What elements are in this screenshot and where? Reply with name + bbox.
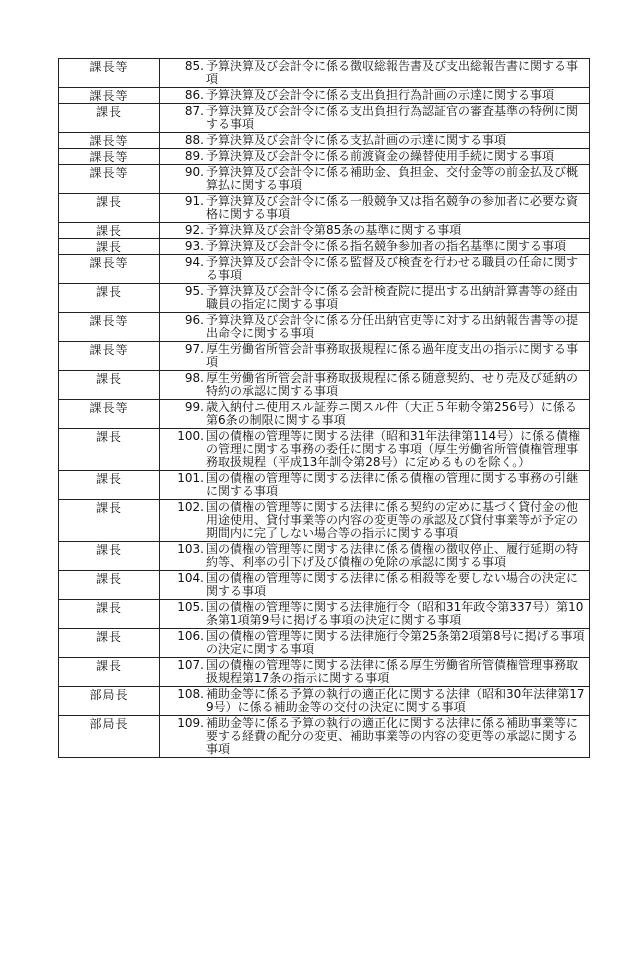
table-row [59, 59, 590, 88]
item-cell [160, 629, 590, 658]
item-text: 補助金等に係る予算の執行の適正化に関する法律に係る補助事業等に要する経費の配分の変更、補助事業等の内容の変更等の承認に関する事項 [206, 716, 579, 756]
authority-cell: 課長 [59, 600, 160, 629]
table-row [59, 600, 590, 629]
item-text: 予算決算及び会計令に係る補助金、負担金、交付金等の前金払及び概算払に関する事項 [206, 165, 579, 192]
item-cell [160, 104, 590, 133]
item-number: 88. [184, 133, 204, 147]
table-row [59, 88, 590, 104]
authority-cell: 課長等 [59, 313, 160, 342]
item-cell [160, 500, 590, 542]
item-text: 予算決算及び会計令に係る会計検査院に提出する出納計算書等の経由職員の指定に関する事項 [206, 284, 579, 311]
table-row [59, 239, 590, 255]
authority-cell: 課長 [59, 500, 160, 542]
item-cell [160, 239, 590, 255]
item-number: 99. [184, 400, 204, 414]
table-row [59, 400, 590, 429]
item-cell [160, 600, 590, 629]
authority-cell: 課長等 [59, 59, 160, 88]
item-cell [160, 542, 590, 571]
authority-cell: 部局長 [59, 716, 160, 758]
item-number: 94. [184, 255, 204, 269]
item-text: 国の債権の管理等に関する法律に係る相殺等を要しない場合の決定に関する事項 [206, 571, 579, 598]
table-row [59, 104, 590, 133]
item-cell [160, 255, 590, 284]
item-number: 105. [177, 600, 204, 614]
item-text: 歳入納付ニ使用スル証券ニ関スル件（大正５年勅令第256号）に係る第6条の制限に関する事項 [206, 400, 577, 427]
item-number: 89. [184, 149, 204, 163]
table-row [59, 571, 590, 600]
item-text: 予算決算及び会計令に係る指名競争参加者の指名基準に関する事項 [206, 239, 567, 253]
authority-cell: 課長等 [59, 165, 160, 194]
authority-cell: 課長 [59, 239, 160, 255]
item-text: 国の債権の管理等に関する法律に係る厚生労働省所管債権管理事務取扱規程第17条の指示に関する事項 [206, 658, 579, 685]
item-text: 予算決算及び会計令第85条の基準に関する事項 [206, 223, 462, 237]
table-row [59, 629, 590, 658]
item-cell [160, 133, 590, 149]
item-cell [160, 342, 590, 371]
authority-cell: 課長 [59, 629, 160, 658]
item-cell [160, 149, 590, 165]
table-row [59, 658, 590, 687]
item-number: 85. [184, 59, 204, 73]
authority-cell: 部局長 [59, 687, 160, 716]
item-number: 86. [184, 88, 204, 102]
authority-cell: 課長 [59, 104, 160, 133]
authority-cell: 課長 [59, 429, 160, 471]
authority-cell: 課長 [59, 371, 160, 400]
item-text: 予算決算及び会計令に係る支払計画の示達に関する事項 [206, 133, 507, 147]
item-cell [160, 88, 590, 104]
table-row [59, 223, 590, 239]
item-number: 109. [177, 716, 204, 730]
item-cell [160, 223, 590, 239]
item-text: 予算決算及び会計令に係る一般競争又は指名競争の参加者に必要な資格に関する事項 [206, 194, 579, 221]
item-number: 100. [177, 429, 204, 443]
item-number: 108. [177, 687, 204, 701]
authority-cell: 課長 [59, 471, 160, 500]
item-text: 国の債権の管理等に関する法律施行令（昭和31年政令第337号）第10条第1項第9号に掲げる事項の決定に関する事項 [206, 600, 584, 627]
item-cell [160, 429, 590, 471]
item-number: 91. [184, 194, 204, 208]
authority-cell: 課長 [59, 658, 160, 687]
authority-cell: 課長 [59, 194, 160, 223]
item-cell [160, 471, 590, 500]
item-text: 国の債権の管理等に関する法律施行令第25条第2項第8号に掲げる事項の決定に関する事項 [206, 629, 585, 656]
authority-cell: 課長等 [59, 255, 160, 284]
table-row [59, 429, 590, 471]
item-text: 国の債権の管理等に関する法律（昭和31年法律第114号）に係る債権の管理に関する事務の委任に関する事項（厚生労働省所管債権管理事務取扱規程（平成13年訓令第28号）に定めるものを除く。） [206, 429, 581, 469]
table-row [59, 716, 590, 758]
item-text: 予算決算及び会計令に係る徴収総報告書及び支出総報告書に関する事項 [206, 59, 579, 86]
item-number: 96. [184, 313, 204, 327]
item-cell [160, 400, 590, 429]
authority-cell: 課長等 [59, 88, 160, 104]
item-text: 予算決算及び会計令に係る分任出納官吏等に対する出納報告書等の提出命令に関する事項 [206, 313, 579, 340]
item-number: 101. [177, 471, 204, 485]
item-text: 国の債権の管理等に関する法律に係る債権の管理に関する事務の引継に関する事項 [206, 471, 579, 498]
item-cell [160, 571, 590, 600]
delegation-table [58, 58, 590, 758]
item-cell [160, 194, 590, 223]
table-row [59, 500, 590, 542]
authority-cell: 課長等 [59, 400, 160, 429]
authority-cell: 課長等 [59, 342, 160, 371]
item-text: 予算決算及び会計令に係る監督及び検査を行わせる職員の任命に関する事項 [206, 255, 579, 282]
item-text: 国の債権の管理等に関する法律に係る契約の定めに基づく貸付金の他用途使用、貸付事業等の内容の変更等の承認及び貸付事業等が予定の期間内に完了しない場合等の指示に関する事項 [206, 500, 579, 540]
item-number: 107. [177, 658, 204, 672]
item-cell [160, 284, 590, 313]
item-number: 98. [184, 371, 204, 385]
item-number: 92. [184, 223, 204, 237]
item-cell [160, 313, 590, 342]
item-text: 国の債権の管理等に関する法律に係る債権の徴収停止、履行延期の特約等、利率の引下げ及び債権の免除の承認に関する事項 [206, 542, 579, 569]
table-row [59, 194, 590, 223]
item-cell [160, 371, 590, 400]
item-number: 95. [184, 284, 204, 298]
item-number: 93. [184, 239, 204, 253]
table-body [59, 59, 590, 758]
table-row [59, 687, 590, 716]
item-text: 予算決算及び会計令に係る支出負担行為認証官の審査基準の特例に関する事項 [206, 104, 579, 131]
table-row [59, 284, 590, 313]
table-row [59, 342, 590, 371]
item-number: 87. [184, 104, 204, 118]
table-row [59, 149, 590, 165]
authority-cell: 課長 [59, 571, 160, 600]
table-row [59, 165, 590, 194]
authority-cell: 課長等 [59, 149, 160, 165]
item-text: 厚生労働省所管会計事務取扱規程に係る随意契約、せり売及び延納の特約の承認に関する事項 [206, 371, 579, 398]
table-row [59, 313, 590, 342]
item-number: 90. [184, 165, 204, 179]
item-number: 97. [184, 342, 204, 356]
table-row [59, 255, 590, 284]
item-cell [160, 658, 590, 687]
table-row [59, 471, 590, 500]
authority-cell: 課長等 [59, 133, 160, 149]
table-row [59, 371, 590, 400]
item-cell [160, 59, 590, 88]
item-text: 予算決算及び会計令に係る前渡資金の繰替使用手続に関する事項 [206, 149, 555, 163]
table-row [59, 542, 590, 571]
authority-cell: 課長 [59, 284, 160, 313]
item-number: 104. [177, 571, 204, 585]
item-cell [160, 165, 590, 194]
authority-cell: 課長 [59, 223, 160, 239]
item-cell [160, 687, 590, 716]
item-number: 102. [177, 500, 204, 514]
table-row [59, 133, 590, 149]
item-number: 103. [177, 542, 204, 556]
item-number: 106. [177, 629, 204, 643]
item-text: 予算決算及び会計令に係る支出負担行為計画の示達に関する事項 [206, 88, 555, 102]
item-text: 補助金等に係る予算の執行の適正化に関する法律（昭和30年法律第179号）に係る補助金等の交付の決定に関する事項 [206, 687, 585, 714]
item-text: 厚生労働省所管会計事務取扱規程に係る過年度支出の指示に関する事項 [206, 342, 579, 369]
item-cell [160, 716, 590, 758]
authority-cell: 課長 [59, 542, 160, 571]
